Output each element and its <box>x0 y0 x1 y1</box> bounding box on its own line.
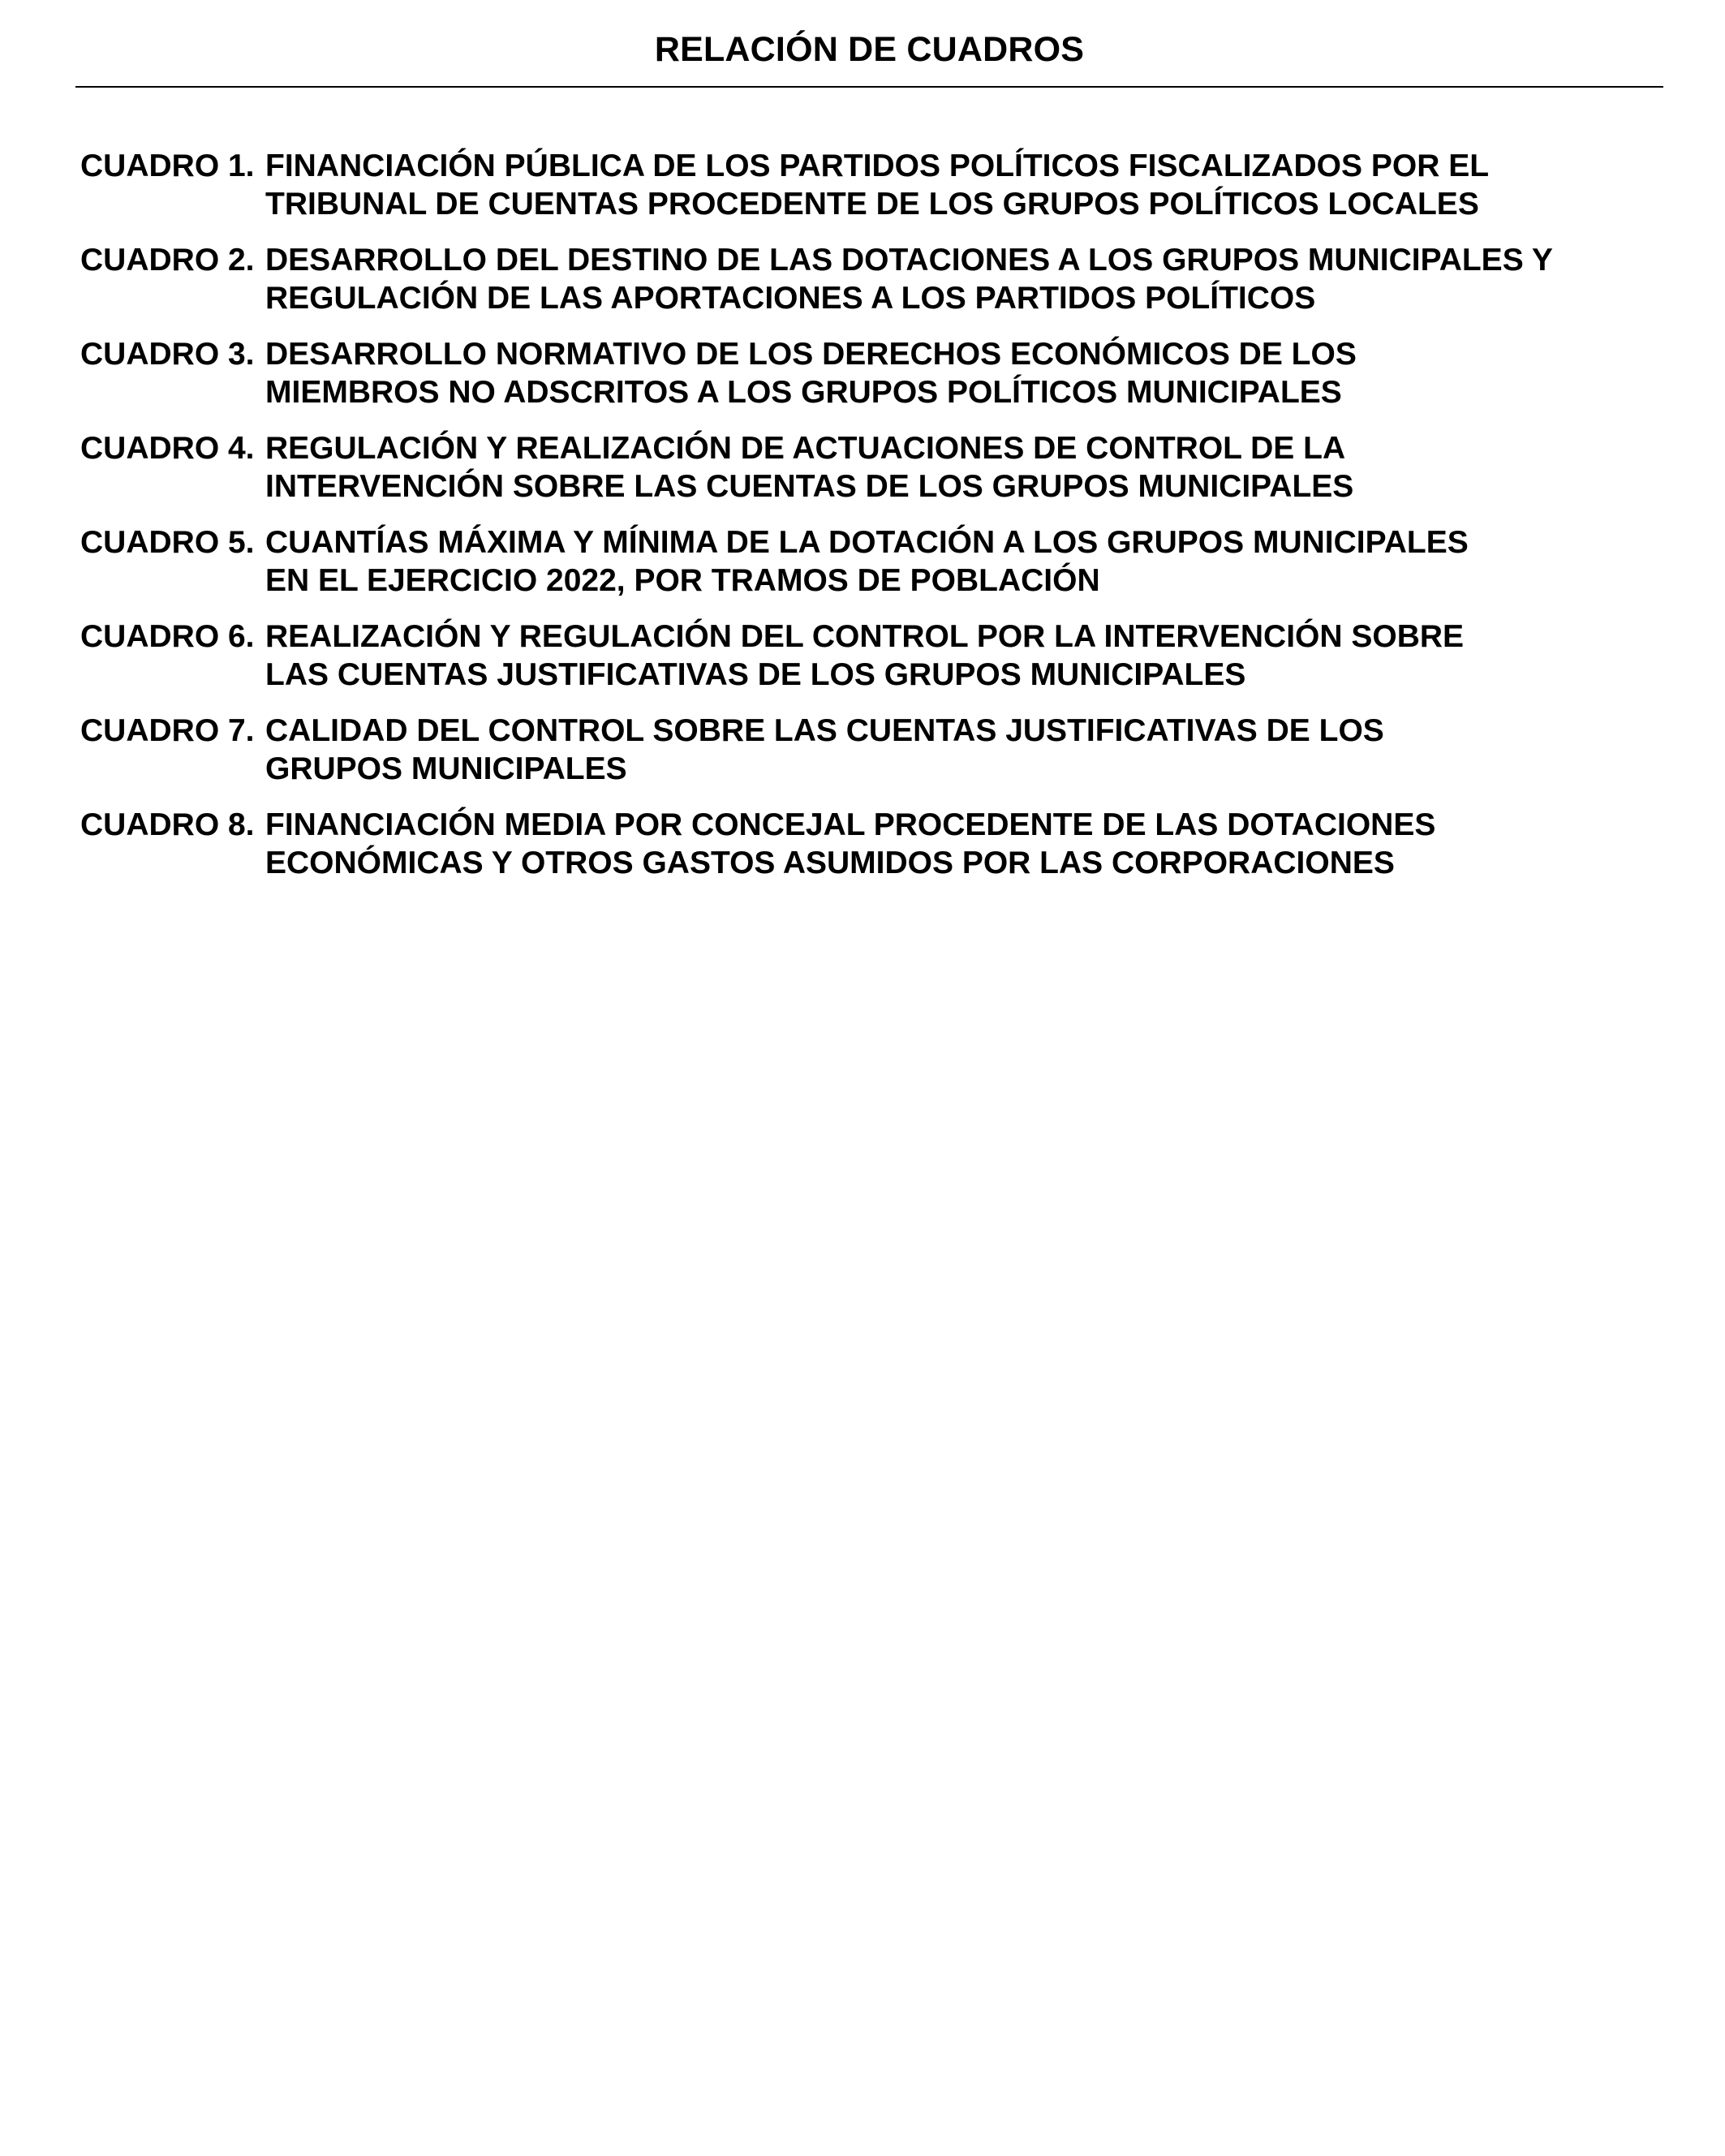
entry-label: CUADRO 6. <box>80 619 255 654</box>
entry-title-line: EN EL EJERCICIO 2022, POR TRAMOS DE POBLACIÓN <box>265 563 1100 598</box>
entry-label: CUADRO 8. <box>80 807 255 842</box>
table-entry-7 <box>80 712 1663 788</box>
entry-title <box>265 429 1353 506</box>
page-title: RELACIÓN DE CUADROS <box>654 30 1085 69</box>
entry-title-line: DESARROLLO DEL DESTINO DE LAS DOTACIONES A LOS GRUPOS MUNICIPALES Y <box>265 243 1553 278</box>
entry-title-line: LAS CUENTAS JUSTIFICATIVAS DE LOS GRUPOS MUNICIPALES <box>265 657 1246 692</box>
table-entry-3 <box>80 335 1663 411</box>
table-entry-1 <box>80 147 1663 223</box>
entry-title-line: TRIBUNAL DE CUENTAS PROCEDENTE DE LOS GRUPOS POLÍTICOS LOCALES <box>265 187 1479 222</box>
entry-title <box>265 712 1384 788</box>
entry-title-line: FINANCIACIÓN MEDIA POR CONCEJAL PROCEDENTE DE LAS DOTACIONES <box>265 807 1436 842</box>
entry-title-line: FINANCIACIÓN PÚBLICA DE LOS PARTIDOS POLÍTICOS FISCALIZADOS POR EL <box>265 148 1490 183</box>
table-entry-5 <box>80 523 1663 600</box>
entry-title-line: MIEMBROS NO ADSCRITOS A LOS GRUPOS POLÍTICOS MUNICIPALES <box>265 375 1342 410</box>
entry-title-line: GRUPOS MUNICIPALES <box>265 751 627 786</box>
entry-title-line: INTERVENCIÓN SOBRE LAS CUENTAS DE LOS GRUPOS MUNICIPALES <box>265 469 1354 504</box>
entry-label: CUADRO 7. <box>80 713 255 748</box>
entry-label: CUADRO 4. <box>80 431 255 466</box>
entry-label: CUADRO 2. <box>80 243 255 278</box>
entry-label: CUADRO 1. <box>80 148 255 183</box>
entry-title-line: CALIDAD DEL CONTROL SOBRE LAS CUENTAS JUSTIFICATIVAS DE LOS <box>265 713 1384 748</box>
table-entry-2 <box>80 241 1663 317</box>
entry-title-line: DESARROLLO NORMATIVO DE LOS DERECHOS ECONÓMICOS DE LOS <box>265 337 1357 372</box>
entry-title <box>265 241 1553 317</box>
table-entry-4 <box>80 429 1663 506</box>
entry-title <box>265 335 1357 411</box>
table-entry-6 <box>80 618 1663 694</box>
entry-title <box>265 147 1489 223</box>
entry-title-line: ECONÓMICAS Y OTROS GASTOS ASUMIDOS POR LAS CORPORACIONES <box>265 846 1395 880</box>
entry-label: CUADRO 3. <box>80 337 255 372</box>
entry-title <box>265 523 1469 600</box>
page-header <box>75 24 1663 88</box>
entry-title <box>265 618 1464 694</box>
entry-title-line: REGULACIÓN DE LAS APORTACIONES A LOS PARTIDOS POLÍTICOS <box>265 281 1316 316</box>
table-list <box>80 147 1663 900</box>
entry-title-line: REGULACIÓN Y REALIZACIÓN DE ACTUACIONES DE CONTROL DE LA <box>265 431 1346 466</box>
entry-title <box>265 806 1435 882</box>
entry-title-line: CUANTÍAS MÁXIMA Y MÍNIMA DE LA DOTACIÓN A LOS GRUPOS MUNICIPALES <box>265 525 1469 560</box>
entry-label: CUADRO 5. <box>80 525 255 560</box>
entry-title-line: REALIZACIÓN Y REGULACIÓN DEL CONTROL POR LA INTERVENCIÓN SOBRE <box>265 619 1465 654</box>
table-entry-8 <box>80 806 1663 882</box>
